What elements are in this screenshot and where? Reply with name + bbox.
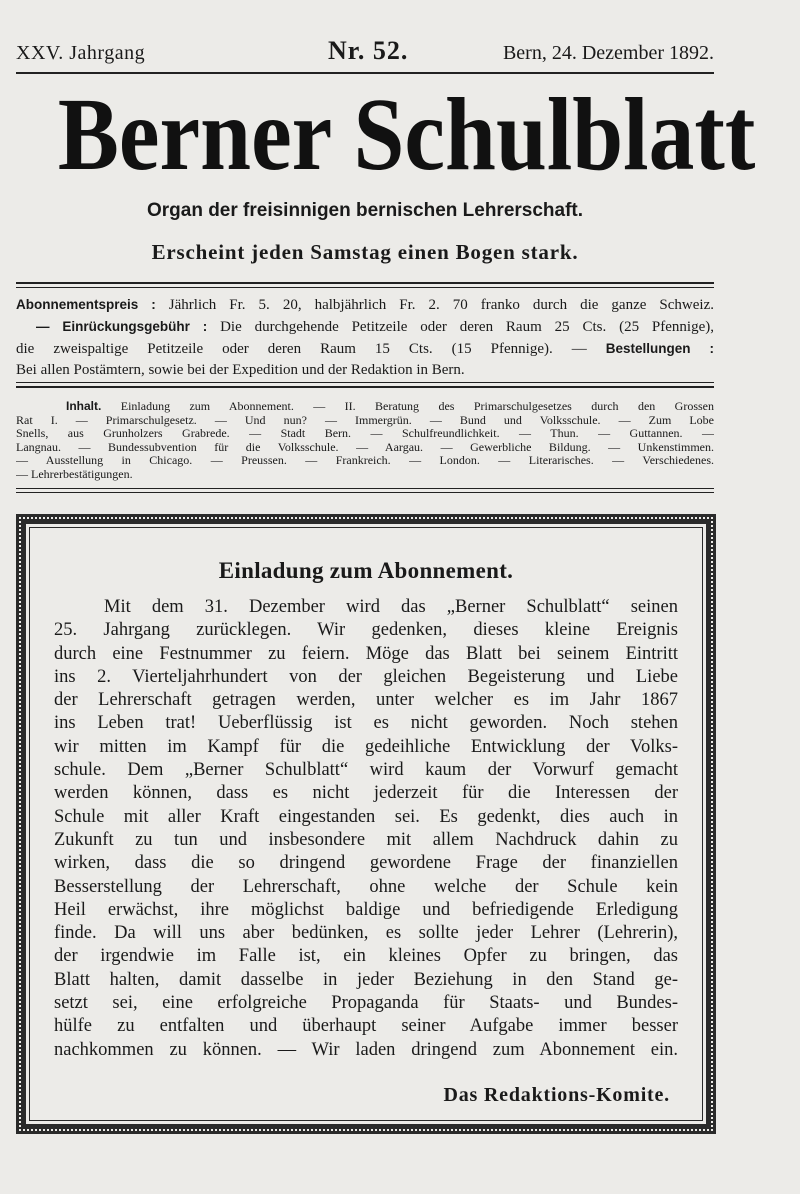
issue-number: Nr. 52. (328, 36, 409, 65)
issue-date: Bern, 24. Dezember 1892. (502, 42, 714, 64)
contents-line: Langnau. — Bundessubvention für die Volksschule. — Aargau. — Gewerbliche Bildung. — Unkenstimmen. (16, 440, 714, 454)
body-line: ins 2. Vierteljahrhundert von der gleichen Begeisterung und Liebe (54, 666, 678, 687)
contents-line: Snells, aus Grunholzers Grabrede. — Stadt Bern. — Schulfreundlichkeit. — Thun. — Guttannen. — (16, 427, 714, 440)
body-line: Zukunft zu tun und insbesondere mit allem Nachdruck dahin zu (54, 829, 678, 850)
masthead-subtitle: Organ der freisinnigen bernischen Lehrerschaft. (146, 200, 584, 221)
volume-label: XXV. Jahrgang (16, 42, 146, 64)
body-line: nachkommen zu können. — Wir laden dringend zum Abonnement ein. (54, 1039, 678, 1060)
subscription-line: die zweispaltige Petitzeile oder deren Raum 15 Cts. (15 Pfennige). — Bestellungen : (16, 341, 714, 357)
subscription-info (16, 294, 716, 381)
contents-line: Rat I. — Primarschulgesetz. — Und nun? — Immergrün. — Bund und Volksschule. — Zum Lobe (16, 413, 714, 427)
body-line: schule. Dem „Berner Schulblatt“ wird kaum der Vorwurf gemacht (54, 760, 678, 781)
subscription-invitation-box (16, 514, 716, 1134)
body-line: Mit dem 31. Dezember wird das „Berner Schulblatt“ seinen (104, 597, 678, 617)
body-line: der Lehrerschaft getragen werden, unter welcher es im Jahr 1867 (54, 690, 678, 711)
body-line: Blatt halten, damit dasselbe in jeder Beziehung in den Stand ge- (54, 969, 678, 990)
body-line: durch eine Festnummer zu feiern. Möge das Blatt bei seinem Eintritt (54, 643, 678, 664)
invitation-title: Einladung zum Abonnement. (218, 558, 514, 583)
editorial-signature: Das Redaktions-Komite. (443, 1084, 670, 1106)
rule-bottom-2 (16, 492, 714, 493)
body-line: Besserstellung der Lehrerschaft, ohne welche der Schule kein (54, 876, 678, 897)
body-line: 25. Jahrgang zurücklegen. Wir gedenken, dieses kleine Ereignis (54, 620, 678, 641)
body-line: Heil erwächst, ihre möglichst baldige und befriedigende Erledigung (54, 899, 678, 920)
body-line: setzt sei, eine erfolgreiche Propaganda für Staats- und Bundes- (54, 993, 678, 1014)
subscription-line: Bei allen Postämtern, sowie bei der Expedition und der Redaktion in Bern. (16, 362, 465, 378)
body-line: der irgendwie im Falle ist, ein kleines Opfer zu bringen, das (54, 946, 678, 967)
body-line: ins Leben trat! Ueberflüssig ist es nicht geworden. Noch stehen (54, 713, 678, 734)
body-line: finde. Da will uns aber bedünken, es sollte jeder Lehrer (Lehrerin), (54, 923, 678, 944)
body-line: Schule mit aller Kraft eingestanden sei. Es gedenkt, dies auch in (54, 806, 678, 827)
masthead-title: Berner Schulblatt (57, 77, 756, 192)
body-line: hülfe zu entfalten und überhaupt seiner Aufgabe immer besser (54, 1016, 678, 1037)
rule-top-2 (16, 287, 714, 288)
rule-bottom-1 (16, 488, 714, 489)
body-line: werden können, dass es nicht jederzeit für die Interessen der (54, 783, 678, 804)
contents-line: — Ausstellung in Chicago. — Preussen. — Frankreich. — London. — Literarisches. — Verschiedenes. (16, 454, 714, 467)
body-line: wirken, dass die so dringend gewordene Frage der finanziellen (54, 853, 678, 874)
issue-header (16, 38, 714, 68)
table-of-contents (16, 400, 716, 481)
contents-line: Inhalt. Einladung zum Abonnement. — II. Beratung des Primarschulgesetzes durch den Grossen (66, 400, 714, 413)
body-line: wir mitten im Kampf für die gedeihliche Entwicklung der Volks- (54, 736, 678, 757)
subscription-line: Abonnementspreis : Jährlich Fr. 5. 20, halbjährlich Fr. 2. 70 franko durch die ganze Schweiz. (16, 297, 714, 313)
rule-top-1 (16, 282, 714, 284)
rule-mid-1 (16, 382, 714, 383)
subscription-line: — Einrückungsgebühr : Die durchgehende Petitzeile oder deren Raum 25 Cts. (25 Pfennige), (36, 319, 714, 335)
header-rule (16, 72, 714, 74)
invitation-body (54, 596, 678, 1062)
rule-mid-2 (16, 386, 714, 388)
publication-schedule: Erscheint jeden Samstag einen Bogen stark. (151, 240, 579, 264)
contents-line: — Lehrerbestätigungen. (16, 467, 133, 481)
